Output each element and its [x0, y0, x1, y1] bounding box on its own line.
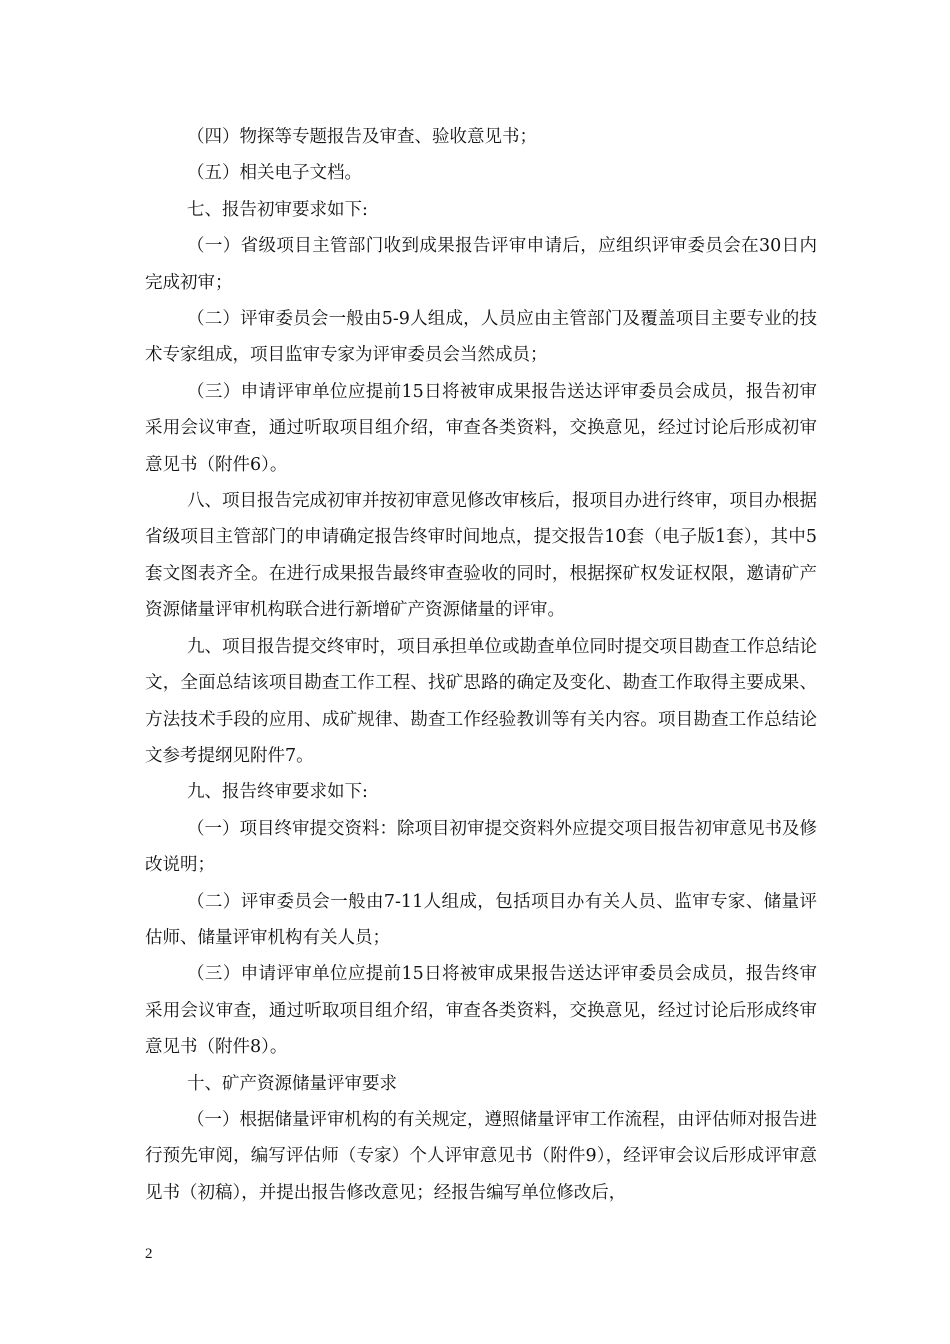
- document-body: [145, 119, 817, 1211]
- paragraph-9-1: （一）项目终审提交资料：除项目初审提交资料外应提交项目报告初审意见书及修改说明；: [145, 818, 817, 876]
- paragraph-7-2: （二）评审委员会一般由5-9人组成，人员应由主管部门及覆盖项目主要专业的技术专家组成，项目监审专家为评审委员会当然成员；: [145, 309, 817, 366]
- paragraph-10-1: （一）根据储量评审机构的有关规定，遵照储量评审工作流程，由评估师对报告进行预先审阅，编写评估师（专家）个人评审意见书（附件9），经评审会议后形成评审意见书（初稿），并提出报告修改意见；经报告编写单位修改后，: [145, 1109, 817, 1203]
- section-heading-9b: 九、报告终审要求如下:: [187, 782, 368, 803]
- paragraph-9-2: （二）评审委员会一般由7-11人组成，包括项目办有关人员、监审专家、储量评估师、储量评审机构有关人员；: [145, 891, 817, 948]
- section-heading-7: 七、报告初审要求如下:: [187, 199, 368, 220]
- paragraph-9-3: （三）申请评审单位应提前15日将被审成果报告送达评审委员会成员，报告终审采用会议审查，通过听取项目组介绍，审查各类资料，交换意见，经过讨论后形成终审意见书（附件8）。: [145, 964, 817, 1058]
- paragraph-appendix-5: （五）相关电子文档。: [187, 163, 362, 184]
- paragraph-appendix-4: （四）物探等专题报告及审查、验收意见书；: [187, 127, 537, 147]
- section-paragraph-9a: 九、项目报告提交终审时，项目承担单位或勘查单位同时提交项目勘查工作总结论文，全面总结该项目勘查工作工程、找矿思路的确定及变化、勘查工作取得主要成果、方法技术手段的应用、成矿规律、勘查工作经验教训等有关内容。项目勘查工作总结论文参考提纲见附件7。: [145, 636, 817, 766]
- section-paragraph-8: 八、项目报告完成初审并按初审意见修改审核后，报项目办进行终审，项目办根据省级项目主管部门的申请确定报告终审时间地点，提交报告10套（电子版1套），其中5套文图表齐全。在进行成果报告最终审查验收的同时，根据探矿权发证权限，邀请矿产资源储量评审机构联合进行新增矿产资源储量的评审。: [145, 491, 817, 621]
- paragraph-7-3: （三）申请评审单位应提前15日将被审成果报告送达评审委员会成员，报告初审采用会议审查，通过听取项目组介绍，审查各类资料，交换意见，经过讨论后形成初审意见书（附件6）。: [145, 381, 817, 475]
- section-heading-10: 十、矿产资源储量评审要求: [187, 1073, 397, 1094]
- paragraph-7-1: （一）省级项目主管部门收到成果报告评审申请后，应组织评审委员会在30日内完成初审；: [145, 236, 817, 293]
- page-number: 2: [145, 1246, 153, 1262]
